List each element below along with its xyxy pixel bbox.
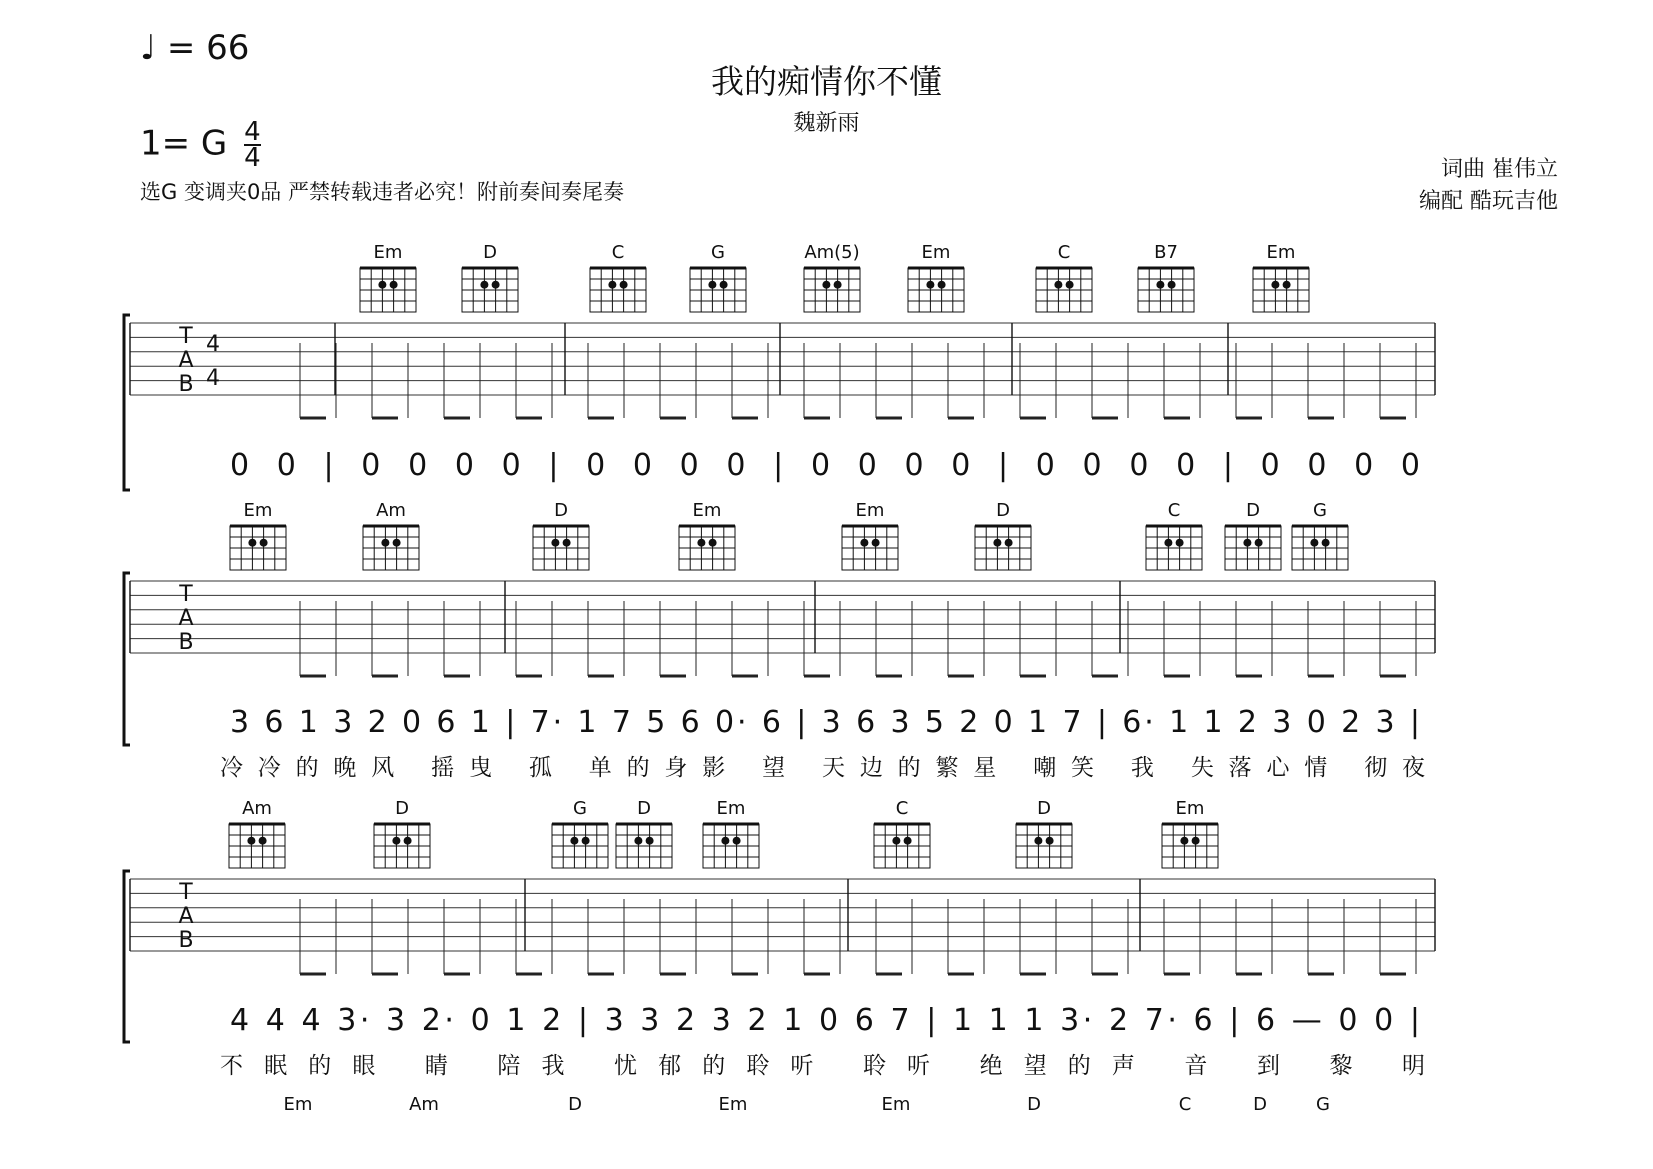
- finger-dot: [1054, 281, 1062, 289]
- finger-dot: [1176, 539, 1184, 547]
- finger-dot: [259, 837, 267, 845]
- tab-clef-letter: A: [178, 606, 194, 631]
- system-bracket: [124, 315, 130, 490]
- finger-dot: [1066, 281, 1074, 289]
- tab-clef-letter: A: [178, 348, 194, 373]
- chord-diagram: [975, 526, 1031, 570]
- finger-dot: [1310, 539, 1318, 547]
- jianpu-notation: 3 6 1 3 2 0 6 1 | 7· 1 7 5 6 0· 6 | 3 6 3 5 2 0 1 7 | 6· 1 1 2 3 0 2 3 |: [230, 705, 1420, 740]
- credit-lyrics: 词曲 崔伟立: [1441, 157, 1558, 182]
- tab-system: [124, 500, 1435, 781]
- chord-diagram: [552, 824, 608, 868]
- chord-diagram: [363, 526, 419, 570]
- chord-name: Em: [283, 1094, 313, 1115]
- chord-diagram: [1225, 526, 1281, 570]
- chord-name: D: [637, 798, 651, 819]
- finger-dot: [1255, 539, 1263, 547]
- tab-clef-letter: T: [179, 324, 193, 349]
- chord-diagram: [1292, 526, 1348, 570]
- chord-name: G: [1316, 1094, 1330, 1115]
- jianpu-notation: 4 4 4 3· 3 2· 0 1 2 | 3 3 2 3 2 1 0 6 7 | 1 1 1 3· 2 7· 6 | 6 — 0 0 |: [230, 1003, 1420, 1038]
- finger-dot: [646, 837, 654, 845]
- finger-dot: [993, 539, 1001, 547]
- chord-name: Em: [373, 242, 403, 263]
- chord-name: Em: [692, 500, 722, 521]
- chord-diagram: [533, 526, 589, 570]
- chord-name: G: [1313, 500, 1327, 521]
- chord-diagram: [842, 526, 898, 570]
- finger-dot: [926, 281, 934, 289]
- chord-name: B7: [1154, 242, 1178, 263]
- chord-name: Am: [376, 500, 406, 521]
- chord-name: D: [996, 500, 1010, 521]
- chord-diagram: [690, 268, 746, 312]
- tab-system: [124, 798, 1435, 1079]
- chord-name: C: [611, 242, 625, 263]
- chord-diagram: [1016, 824, 1072, 868]
- finger-dot: [1046, 837, 1054, 845]
- chord-diagram: [1036, 268, 1092, 312]
- tab-system: [124, 242, 1435, 490]
- chord-name: D: [395, 798, 409, 819]
- finger-dot: [904, 837, 912, 845]
- finger-dot: [938, 281, 946, 289]
- chord-name: Em: [718, 1094, 748, 1115]
- tab-time-top: 4: [206, 332, 220, 357]
- tab-staff: [130, 323, 1435, 395]
- lyrics-line: 冷冷的晚风 摇曳 孤 单的身影 望 天边的繁星 嘲笑 我 失落心情 彻夜: [220, 755, 1425, 781]
- tab-clef-letter: B: [178, 372, 194, 397]
- chord-diagram: [679, 526, 735, 570]
- finger-dot: [378, 281, 386, 289]
- finger-dot: [551, 539, 559, 547]
- finger-dot: [822, 281, 830, 289]
- finger-dot: [1271, 281, 1279, 289]
- chord-name: Am: [409, 1094, 439, 1115]
- chord-name: Em: [921, 242, 951, 263]
- chord-diagram: [462, 268, 518, 312]
- finger-dot: [260, 539, 268, 547]
- chord-name: D: [1246, 500, 1260, 521]
- chord-name: Am: [242, 798, 272, 819]
- chord-name: C: [1057, 242, 1071, 263]
- chord-diagram: [908, 268, 964, 312]
- quarter-note-icon: ♩: [140, 28, 157, 68]
- finger-dot: [1283, 281, 1291, 289]
- system-bracket: [124, 871, 130, 1042]
- tab-clef-letter: T: [179, 880, 193, 905]
- system-bracket: [124, 573, 130, 745]
- tab-time-bottom: 4: [206, 366, 220, 391]
- finger-dot: [720, 281, 728, 289]
- finger-dot: [570, 837, 578, 845]
- song-title: 我的痴情你不懂: [711, 62, 942, 101]
- chord-diagram: [590, 268, 646, 312]
- finger-dot: [248, 539, 256, 547]
- tab-clef-letter: B: [178, 928, 194, 953]
- finger-dot: [390, 281, 398, 289]
- chord-name: G: [573, 798, 587, 819]
- chord-diagram: [616, 824, 672, 868]
- finger-dot: [381, 539, 389, 547]
- chord-name: D: [554, 500, 568, 521]
- finger-dot: [1180, 837, 1188, 845]
- performance-note: 选G 变调夹0品 严禁转载违者必究！附前奏间奏尾奏: [140, 180, 624, 204]
- finger-dot: [1034, 837, 1042, 845]
- artist-name: 魏新雨: [793, 111, 860, 136]
- finger-dot: [480, 281, 488, 289]
- finger-dot: [563, 539, 571, 547]
- chord-diagram: [360, 268, 416, 312]
- tab-clef-letter: A: [178, 904, 194, 929]
- finger-dot: [892, 837, 900, 845]
- finger-dot: [404, 837, 412, 845]
- finger-dot: [1005, 539, 1013, 547]
- finger-dot: [1243, 539, 1251, 547]
- chord-diagram: [1162, 824, 1218, 868]
- finger-dot: [721, 837, 729, 845]
- chord-name: Em: [243, 500, 273, 521]
- chord-diagram: [703, 824, 759, 868]
- finger-dot: [247, 837, 255, 845]
- chord-name: C: [895, 798, 909, 819]
- chord-name: Em: [881, 1094, 911, 1115]
- finger-dot: [1322, 539, 1330, 547]
- tab-staff: [130, 879, 1435, 951]
- chord-name: C: [1178, 1094, 1192, 1115]
- tab-clef-letter: B: [178, 630, 194, 655]
- chord-diagram: [1138, 268, 1194, 312]
- finger-dot: [708, 281, 716, 289]
- finger-dot: [393, 539, 401, 547]
- chord-diagram: [1253, 268, 1309, 312]
- finger-dot: [608, 281, 616, 289]
- finger-dot: [1168, 281, 1176, 289]
- chord-name: D: [483, 242, 497, 263]
- finger-dot: [620, 281, 628, 289]
- finger-dot: [834, 281, 842, 289]
- chord-name: C: [1167, 500, 1181, 521]
- finger-dot: [860, 539, 868, 547]
- credit-arranger: 编配 酷玩吉他: [1419, 189, 1558, 214]
- chord-diagram: [804, 268, 860, 312]
- chord-diagram: [230, 526, 286, 570]
- chord-name: D: [1027, 1094, 1041, 1115]
- tempo-value: = 66: [166, 28, 250, 68]
- finger-dot: [709, 539, 717, 547]
- tab-system: [284, 1094, 1330, 1115]
- tab-staff: [130, 581, 1435, 653]
- finger-dot: [1192, 837, 1200, 845]
- jianpu-notation: 0 0 | 0 0 0 0 | 0 0 0 0 | 0 0 0 0 | 0 0 0 0 | 0 0 0 0: [230, 448, 1421, 483]
- chord-diagram: [374, 824, 430, 868]
- finger-dot: [392, 837, 400, 845]
- finger-dot: [582, 837, 590, 845]
- chord-name: D: [1253, 1094, 1267, 1115]
- chord-diagram: [874, 824, 930, 868]
- chord-name: D: [568, 1094, 582, 1115]
- finger-dot: [697, 539, 705, 547]
- chord-name: D: [1037, 798, 1051, 819]
- chord-name: Am(5): [804, 242, 860, 263]
- time-sig-bottom: 4: [244, 143, 261, 173]
- finger-dot: [492, 281, 500, 289]
- chord-diagram: [229, 824, 285, 868]
- chord-name: Em: [1266, 242, 1296, 263]
- finger-dot: [1164, 539, 1172, 547]
- chord-name: Em: [855, 500, 885, 521]
- finger-dot: [872, 539, 880, 547]
- chord-name: Em: [1175, 798, 1205, 819]
- tab-clef-letter: T: [179, 582, 193, 607]
- time-sig-top: 4: [244, 117, 261, 147]
- finger-dot: [634, 837, 642, 845]
- lyrics-line: 不眠的眼 睛 陪我 忧郁的聆听 聆听 绝望的声 音 到 黎 明: [220, 1053, 1426, 1079]
- chord-diagram: [1146, 526, 1202, 570]
- finger-dot: [1156, 281, 1164, 289]
- finger-dot: [733, 837, 741, 845]
- chord-name: Em: [716, 798, 746, 819]
- chord-name: G: [711, 242, 725, 263]
- key-text: 1= G: [140, 123, 228, 164]
